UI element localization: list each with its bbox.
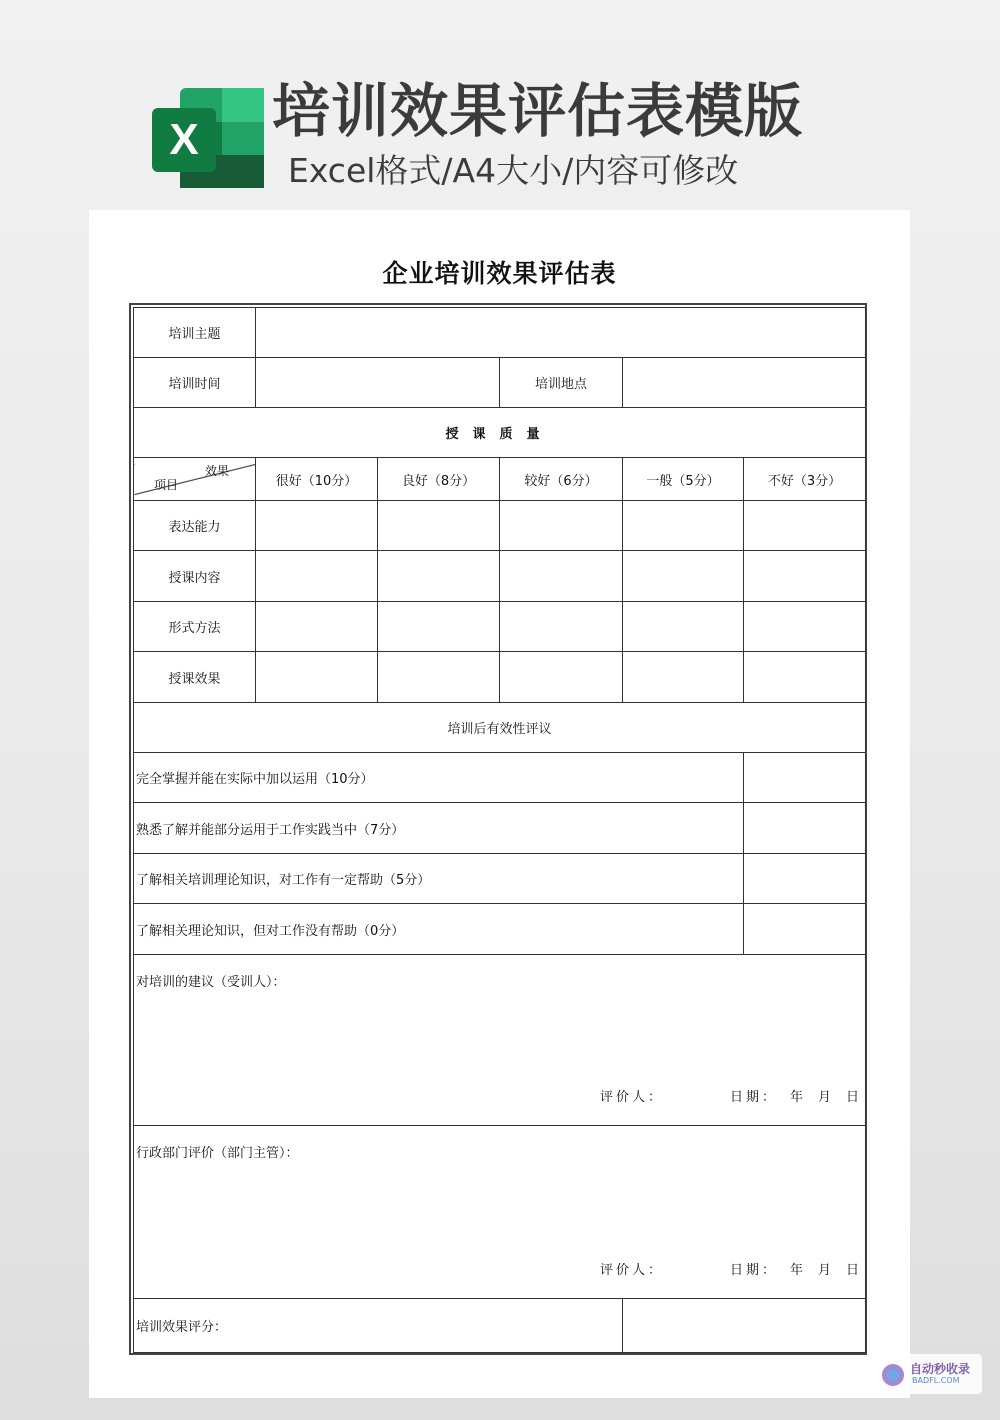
- topic-row: [134, 308, 866, 358]
- suggestion-signature-line: [134, 955, 865, 1125]
- effectiveness-row: [134, 904, 866, 955]
- document-title: 企业培训效果评估表: [382, 259, 617, 288]
- rating-header-row: [134, 458, 866, 501]
- banner-title: 培训效果评估表模版: [272, 77, 804, 145]
- rating-cell[interactable]: [744, 501, 866, 551]
- rating-item-label: 表达能力: [134, 501, 256, 551]
- section-quality-heading: 授课质量: [134, 408, 866, 458]
- rating-item-label: 授课内容: [134, 551, 256, 602]
- rating-item-label: 授课效果: [134, 652, 256, 703]
- section-effectiveness-heading: 培训后有效性评议: [134, 703, 866, 753]
- admin-row: [134, 1126, 866, 1299]
- rating-column-header: 较好（6分）: [500, 458, 623, 501]
- rating-cell[interactable]: [378, 652, 500, 703]
- effectiveness-score-cell[interactable]: [744, 854, 866, 904]
- rating-cell[interactable]: [256, 652, 378, 703]
- year-label: 年: [790, 1263, 807, 1278]
- quality-section-row: [134, 408, 866, 458]
- score-label: 培训效果评分：: [134, 1299, 623, 1353]
- evaluator-label: 评价人：: [600, 1090, 665, 1105]
- admin-signature-line: [134, 1126, 865, 1298]
- rating-row: [134, 652, 866, 703]
- excel-logo-letter: X: [169, 115, 199, 164]
- rating-cell[interactable]: [500, 501, 623, 551]
- diagonal-header-cell: [134, 458, 256, 501]
- watermark-name: 自动秒收录: [910, 1362, 971, 1376]
- time-place-row: [134, 358, 866, 408]
- rating-cell[interactable]: [744, 602, 866, 652]
- suggestion-block[interactable]: [134, 955, 866, 1126]
- rating-row: [134, 551, 866, 602]
- suggestion-label: 对培训的建议（受训人）：: [136, 975, 286, 990]
- day-label: 日: [846, 1090, 863, 1105]
- effectiveness-item-label: 了解相关理论知识，但对工作没有帮助（0分）: [134, 904, 744, 955]
- rating-cell[interactable]: [623, 602, 744, 652]
- time-label: 培训时间: [134, 358, 256, 408]
- rating-cell[interactable]: [378, 551, 500, 602]
- rating-cell[interactable]: [744, 551, 866, 602]
- score-row: [134, 1299, 866, 1353]
- rating-cell[interactable]: [256, 602, 378, 652]
- admin-block[interactable]: [134, 1126, 866, 1299]
- year-label: 年: [790, 1090, 807, 1105]
- effectiveness-item-label: 完全掌握并能在实际中加以运用（10分）: [134, 753, 744, 803]
- effectiveness-score-cell[interactable]: [744, 803, 866, 854]
- rating-cell[interactable]: [378, 602, 500, 652]
- rating-cell[interactable]: [623, 652, 744, 703]
- topic-label: 培训主题: [134, 308, 256, 358]
- effectiveness-row: [134, 753, 866, 803]
- effectiveness-score-cell[interactable]: [744, 753, 866, 803]
- rating-cell[interactable]: [623, 501, 744, 551]
- time-input-cell[interactable]: [256, 358, 500, 408]
- effectiveness-score-cell[interactable]: [744, 904, 866, 955]
- rating-cell[interactable]: [500, 652, 623, 703]
- month-label: 月: [818, 1263, 835, 1278]
- rating-column-header: 一般（5分）: [623, 458, 744, 501]
- rating-column-header: 很好（10分）: [256, 458, 378, 501]
- rating-cell[interactable]: [500, 551, 623, 602]
- rating-column-header: 良好（8分）: [378, 458, 500, 501]
- day-label: 日: [846, 1263, 863, 1278]
- place-label: 培训地点: [500, 358, 623, 408]
- date-label: 日期：: [730, 1263, 779, 1278]
- effectiveness-item-label: 了解相关培训理论知识，对工作有一定帮助（5分）: [134, 854, 744, 904]
- rating-cell[interactable]: [256, 551, 378, 602]
- topic-input-cell[interactable]: [256, 308, 866, 358]
- excel-logo-icon: [152, 88, 264, 188]
- rating-cell[interactable]: [500, 602, 623, 652]
- watermark: [878, 1354, 982, 1394]
- score-input-cell[interactable]: [623, 1299, 866, 1353]
- admin-label: 行政部门评价（部门主管）：: [136, 1146, 299, 1161]
- place-input-cell[interactable]: [623, 358, 866, 408]
- suggestion-row: [134, 955, 866, 1126]
- rating-row: [134, 602, 866, 652]
- effectiveness-row: [134, 803, 866, 854]
- effectiveness-section-row: [134, 703, 866, 753]
- rating-cell[interactable]: [256, 501, 378, 551]
- date-label: 日期：: [730, 1090, 779, 1105]
- rating-item-label: 形式方法: [134, 602, 256, 652]
- rating-row: [134, 501, 866, 551]
- rating-cell[interactable]: [378, 501, 500, 551]
- diag-label-item: 项目: [154, 478, 179, 492]
- rating-cell[interactable]: [744, 652, 866, 703]
- effectiveness-item-label: 熟悉了解并能部分运用于工作实践当中（7分）: [134, 803, 744, 854]
- banner-subtitle: Excel格式/A4大小/内容可修改: [288, 151, 739, 190]
- rating-cell[interactable]: [623, 551, 744, 602]
- watermark-logo-icon: [880, 1362, 906, 1388]
- rating-column-header: 不好（3分）: [744, 458, 866, 501]
- diag-label-effect: 效果: [204, 464, 229, 478]
- effectiveness-row: [134, 854, 866, 904]
- month-label: 月: [818, 1090, 835, 1105]
- evaluation-form-table: [133, 307, 866, 1353]
- watermark-domain: BADFL.COM: [912, 1376, 960, 1385]
- document-sheet: [89, 210, 910, 1398]
- evaluator-label: 评价人：: [600, 1263, 665, 1278]
